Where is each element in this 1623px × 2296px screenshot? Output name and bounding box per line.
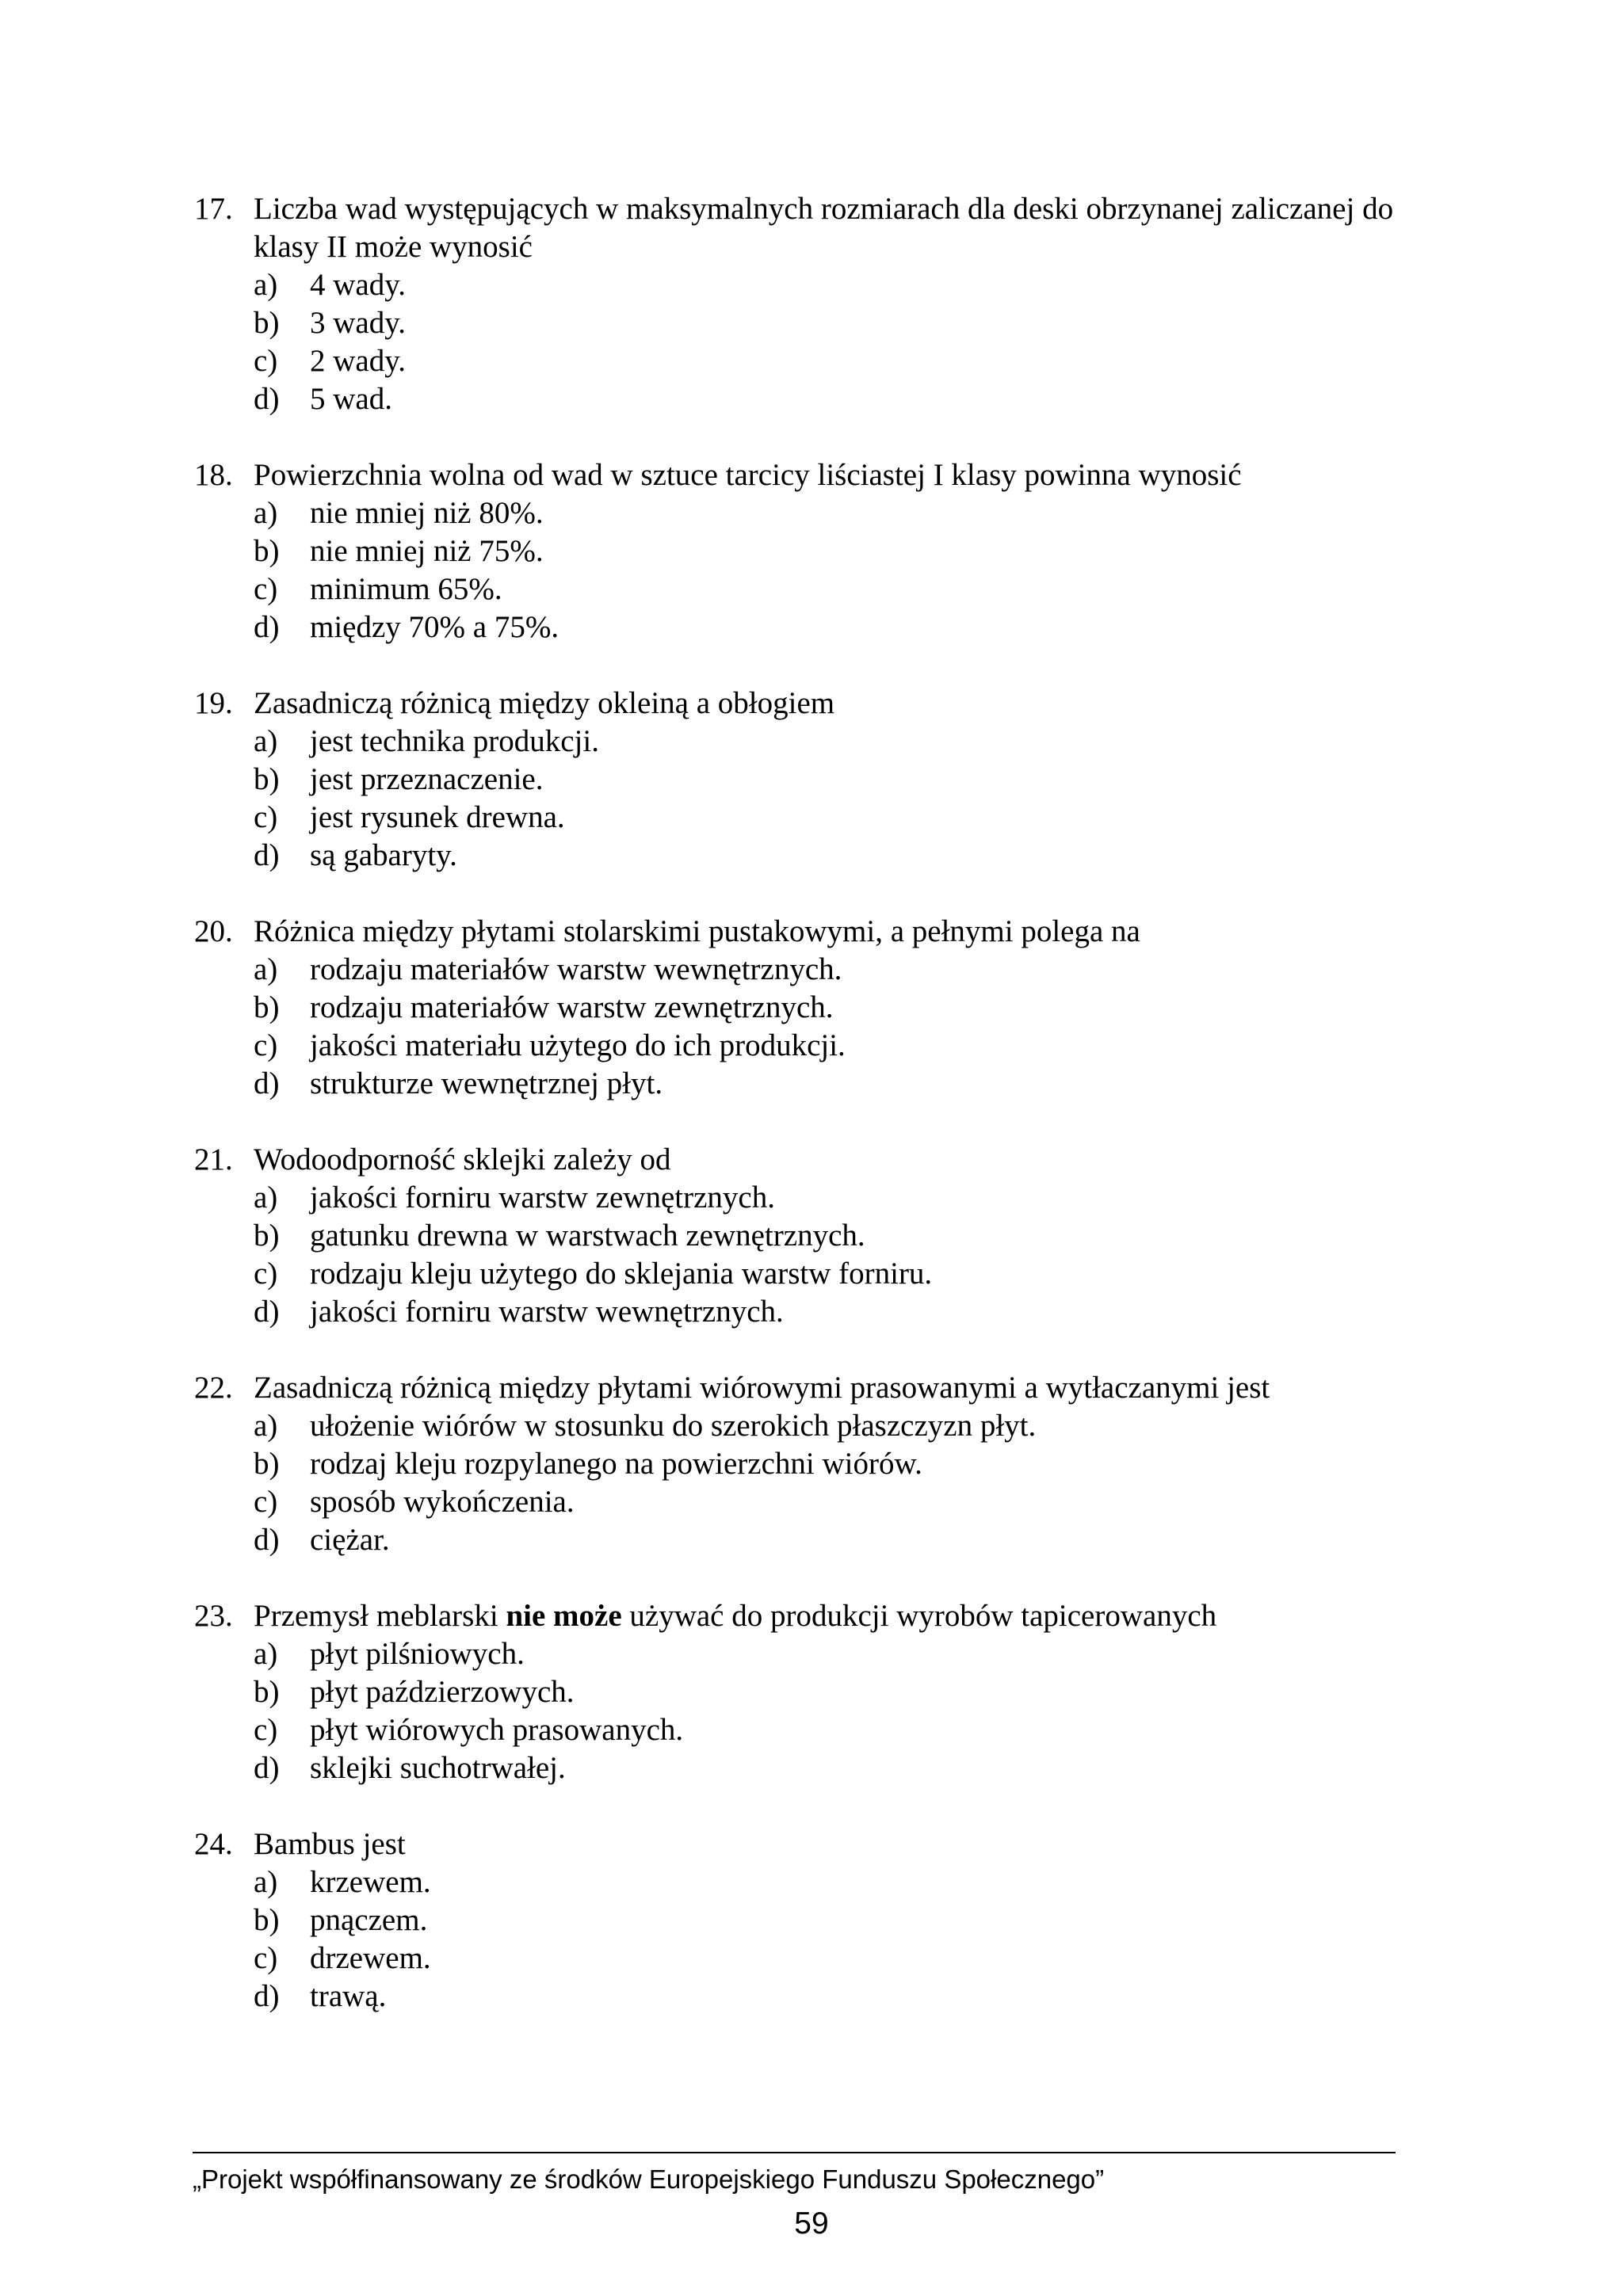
answer-text: krzewem. <box>310 1865 431 1899</box>
answer-text: sposób wykończenia. <box>310 1485 575 1519</box>
answer-option <box>254 1711 1462 1749</box>
answer-letter: b) <box>254 306 280 340</box>
answer-letter: b) <box>254 1447 280 1481</box>
answer-text: ciężar. <box>310 1523 390 1557</box>
answer-letter: d) <box>254 1979 280 2013</box>
answer-letter: c) <box>254 572 278 606</box>
answer-text: są gabaryty. <box>310 838 457 872</box>
answer-text: jakości forniru warstw wewnętrznych. <box>310 1295 784 1329</box>
answer-option <box>254 342 1462 380</box>
answer-option <box>254 837 1462 875</box>
question-number: 23. <box>194 1599 233 1633</box>
answer-text: minimum 65%. <box>310 572 502 606</box>
question-number: 17. <box>194 192 233 226</box>
answer-letter: d) <box>254 1523 280 1557</box>
question-24 <box>194 1825 1462 2016</box>
question-20 <box>194 913 1462 1103</box>
answer-letter: a) <box>254 952 278 986</box>
question-text: Liczba wad występujących w maksymalnych rozmiarach dla deski obrzynanej zaliczanej do klasy II może wynosić <box>254 192 1394 264</box>
answer-text: nie mniej niż 80%. <box>310 496 544 530</box>
answer-option <box>254 1673 1462 1711</box>
answer-option <box>254 799 1462 837</box>
question-21 <box>194 1141 1462 1331</box>
question-number: 21. <box>194 1142 233 1177</box>
answer-text: jakości forniru warstw zewnętrznych. <box>310 1180 775 1215</box>
question-text: Powierzchnia wolna od wad w sztuce tarcicy liściastej I klasy powinna wynosić <box>254 458 1242 492</box>
question-text-end: używać do produkcji wyrobów tapicerowanych <box>621 1599 1217 1633</box>
question-text: Zasadniczą różnicą między płytami wiórowymi prasowanymi a wytłaczanymi jest <box>254 1371 1270 1405</box>
answer-letter: c) <box>254 1257 278 1291</box>
answer-letter: d) <box>254 610 280 644</box>
answer-option <box>254 570 1462 608</box>
answer-letter: d) <box>254 838 280 872</box>
question-text <box>254 1597 1462 1635</box>
answer-option <box>254 266 1462 304</box>
answer-text: 2 wady. <box>310 344 406 378</box>
answer-option <box>254 1635 1462 1673</box>
question-number: 18. <box>194 458 233 492</box>
question-list <box>194 190 1462 2054</box>
answer-option <box>254 951 1462 989</box>
answer-letter: b) <box>254 762 280 796</box>
answer-text: rodzaju materiałów warstw zewnętrznych. <box>310 990 834 1024</box>
answer-text: drzewem. <box>310 1941 431 1975</box>
answer-text: strukturze wewnętrznej płyt. <box>310 1066 663 1100</box>
answer-text: jest technika produkcji. <box>310 724 599 758</box>
answer-text: płyt wiórowych prasowanych. <box>310 1713 684 1747</box>
question-text: Zasadniczą różnicą między okleiną a obłogiem <box>254 686 835 720</box>
answer-option <box>254 1217 1462 1255</box>
question-22 <box>194 1369 1462 1559</box>
answer-letter: a) <box>254 724 278 758</box>
footer-divider <box>193 2152 1396 2153</box>
answer-text: jest przeznaczenie. <box>310 762 544 796</box>
answer-text: rodzaj kleju rozpylanego na powierzchni wiórów. <box>310 1447 922 1481</box>
answer-letter: b) <box>254 1675 280 1709</box>
answer-option <box>254 1863 1462 1901</box>
answer-text: 4 wady. <box>310 268 406 302</box>
answer-text: sklejki suchotrwałej. <box>310 1751 566 1785</box>
question-text: Różnica między płytami stolarskimi pustakowymi, a pełnymi polega na <box>254 914 1140 948</box>
question-number: 24. <box>194 1827 233 1861</box>
answer-text: 5 wad. <box>310 382 392 416</box>
answer-option <box>254 1749 1462 1787</box>
answer-option <box>254 723 1462 761</box>
answer-text: trawą. <box>310 1979 387 2013</box>
answer-text: między 70% a 75%. <box>310 610 559 644</box>
question-number: 22. <box>194 1371 233 1405</box>
answer-letter: d) <box>254 1295 280 1329</box>
answer-text: rodzaju kleju użytego do sklejania warstw forniru. <box>310 1257 933 1291</box>
answer-text: płyt paździerzowych. <box>310 1675 575 1709</box>
answer-letter: b) <box>254 990 280 1024</box>
answer-option <box>254 761 1462 799</box>
question-18 <box>194 456 1462 646</box>
answer-letter: a) <box>254 1409 278 1443</box>
answer-option <box>254 1179 1462 1217</box>
answer-letter: b) <box>254 534 280 568</box>
answer-text: rodzaju materiałów warstw wewnętrznych. <box>310 952 842 986</box>
answer-letter: d) <box>254 1751 280 1785</box>
question-number: 19. <box>194 686 233 720</box>
answer-text: ułożenie wiórów w stosunku do szerokich płaszczyzn płyt. <box>310 1409 1037 1443</box>
question-23 <box>194 1597 1462 1787</box>
answer-option <box>254 1027 1462 1065</box>
answer-letter: c) <box>254 1028 278 1062</box>
answer-text: jest rysunek drewna. <box>310 800 565 834</box>
answer-option <box>254 532 1462 570</box>
answer-letter: c) <box>254 1941 278 1975</box>
answer-text: nie mniej niż 75%. <box>310 534 544 568</box>
answer-option <box>254 1445 1462 1483</box>
answer-letter: c) <box>254 344 278 378</box>
answer-text: gatunku drewna w warstwach zewnętrznych. <box>310 1219 865 1253</box>
answer-letter: c) <box>254 1713 278 1747</box>
answer-letter: a) <box>254 1865 278 1899</box>
answer-option <box>254 1901 1462 1939</box>
answer-letter: a) <box>254 496 278 530</box>
answer-option <box>254 1483 1462 1521</box>
answer-letter: b) <box>254 1903 280 1937</box>
answer-text: jakości materiału użytego do ich produkcji. <box>310 1028 846 1062</box>
question-19 <box>194 685 1462 875</box>
answer-option <box>254 608 1462 646</box>
answer-option <box>254 1407 1462 1445</box>
question-text-start: Przemysł meblarski <box>254 1599 506 1633</box>
answer-letter: c) <box>254 800 278 834</box>
answer-option <box>254 1978 1462 2016</box>
question-text-emphasis: nie może <box>506 1599 622 1633</box>
answer-letter: b) <box>254 1219 280 1253</box>
question-number: 20. <box>194 914 233 948</box>
answer-letter: a) <box>254 1180 278 1215</box>
question-17 <box>194 190 1462 418</box>
answer-option <box>254 989 1462 1027</box>
page-number: 59 <box>794 2206 829 2241</box>
question-text: Wodoodporność sklejki zależy od <box>254 1142 671 1177</box>
answer-text: pnączem. <box>310 1903 428 1937</box>
answer-letter: d) <box>254 382 280 416</box>
answer-option <box>254 1521 1462 1559</box>
answer-text: 3 wady. <box>310 306 406 340</box>
answer-option <box>254 304 1462 342</box>
answer-option <box>254 380 1462 418</box>
question-text: Bambus jest <box>254 1827 406 1861</box>
answer-letter: a) <box>254 268 278 302</box>
answer-option <box>254 1293 1462 1331</box>
answer-option <box>254 1065 1462 1103</box>
answer-letter: a) <box>254 1637 278 1671</box>
answer-letter: d) <box>254 1066 280 1100</box>
answer-option <box>254 1939 1462 1978</box>
footer-project-note: „Projekt współfinansowany ze środków Europejskiego Funduszu Społecznego” <box>193 2164 1105 2194</box>
answer-letter: c) <box>254 1485 278 1519</box>
answer-option <box>254 494 1462 532</box>
answer-text: płyt pilśniowych. <box>310 1637 525 1671</box>
answer-option <box>254 1255 1462 1293</box>
